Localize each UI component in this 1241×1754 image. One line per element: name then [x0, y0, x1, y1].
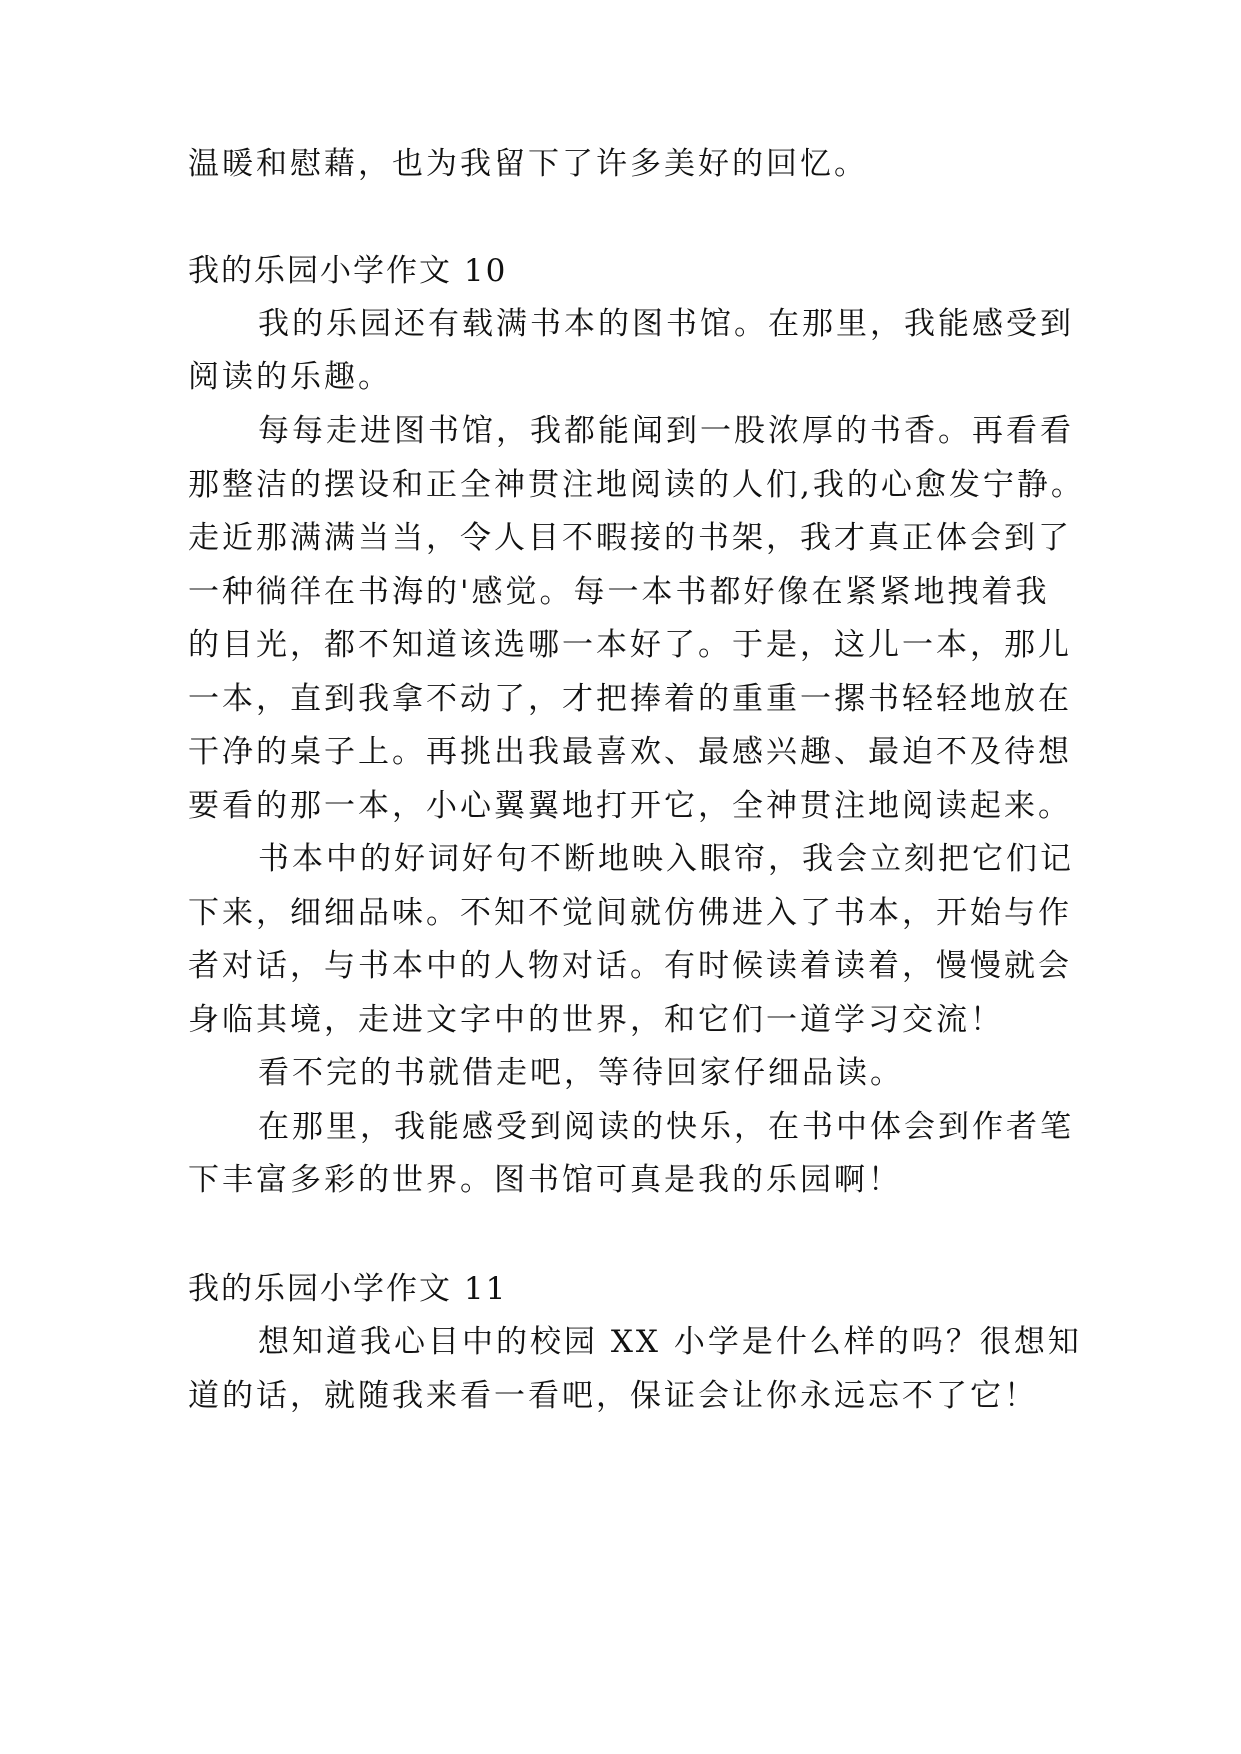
paragraph-line: 下丰富多彩的世界。图书馆可真是我的乐园啊！: [188, 1162, 902, 1198]
paragraph-line: 在那里，我能感受到阅读的快乐，在书中体会到作者笔: [258, 1109, 1074, 1145]
paragraph-line: 下来，细细品味。不知不觉间就仿佛进入了书本，开始与作: [188, 895, 1072, 931]
paragraph-line: 一种徜徉在书海的'感觉。每一本书都好像在紧紧地拽着我: [188, 574, 1050, 610]
paragraph-line: 每每走进图书馆，我都能闻到一股浓厚的书香。再看看: [258, 413, 1074, 449]
paragraph-line: 要看的那一本，小心翼翼地打开它，全神贯注地阅读起来。: [188, 788, 1072, 824]
paragraph-line: 的目光，都不知道该选哪一本好了。于是，这儿一本，那儿: [188, 627, 1072, 663]
paragraph-line: 阅读的乐趣。: [188, 359, 392, 395]
essay-10-title: 我的乐园小学作文 10: [188, 253, 508, 289]
essay-11-title: 我的乐园小学作文 11: [188, 1271, 508, 1307]
paragraph-line: 看不完的书就借走吧，等待回家仔细品读。: [258, 1055, 904, 1091]
paragraph-line: 想知道我心目中的校园 XX 小学是什么样的吗？很想知: [258, 1324, 1082, 1360]
paragraph-line: 道的话，就随我来看一看吧，保证会让你永远忘不了它！: [188, 1378, 1038, 1414]
paragraph-line: 书本中的好词好句不断地映入眼帘，我会立刻把它们记: [258, 841, 1074, 877]
paragraph-line: 走近那满满当当，令人目不暇接的书架，我才真正体会到了: [188, 520, 1072, 556]
paragraph-line: 者对话，与书本中的人物对话。有时候读着读着，慢慢就会: [188, 948, 1072, 984]
paragraph-line: 干净的桌子上。再挑出我最喜欢、最感兴趣、最迫不及待想: [188, 734, 1072, 770]
paragraph-line: 一本，直到我拿不动了，才把捧着的重重一摞书轻轻地放在: [188, 681, 1072, 717]
paragraph-line: 我的乐园还有载满书本的图书馆。在那里，我能感受到: [258, 306, 1074, 342]
intro-line: 温暖和慰藉，也为我留下了许多美好的回忆。: [188, 146, 868, 182]
paragraph-line: 那整洁的摆设和正全神贯注地阅读的人们,我的心愈发宁静。: [188, 467, 1085, 503]
paragraph-line: 身临其境，走进文字中的世界，和它们一道学习交流！: [188, 1002, 1004, 1038]
